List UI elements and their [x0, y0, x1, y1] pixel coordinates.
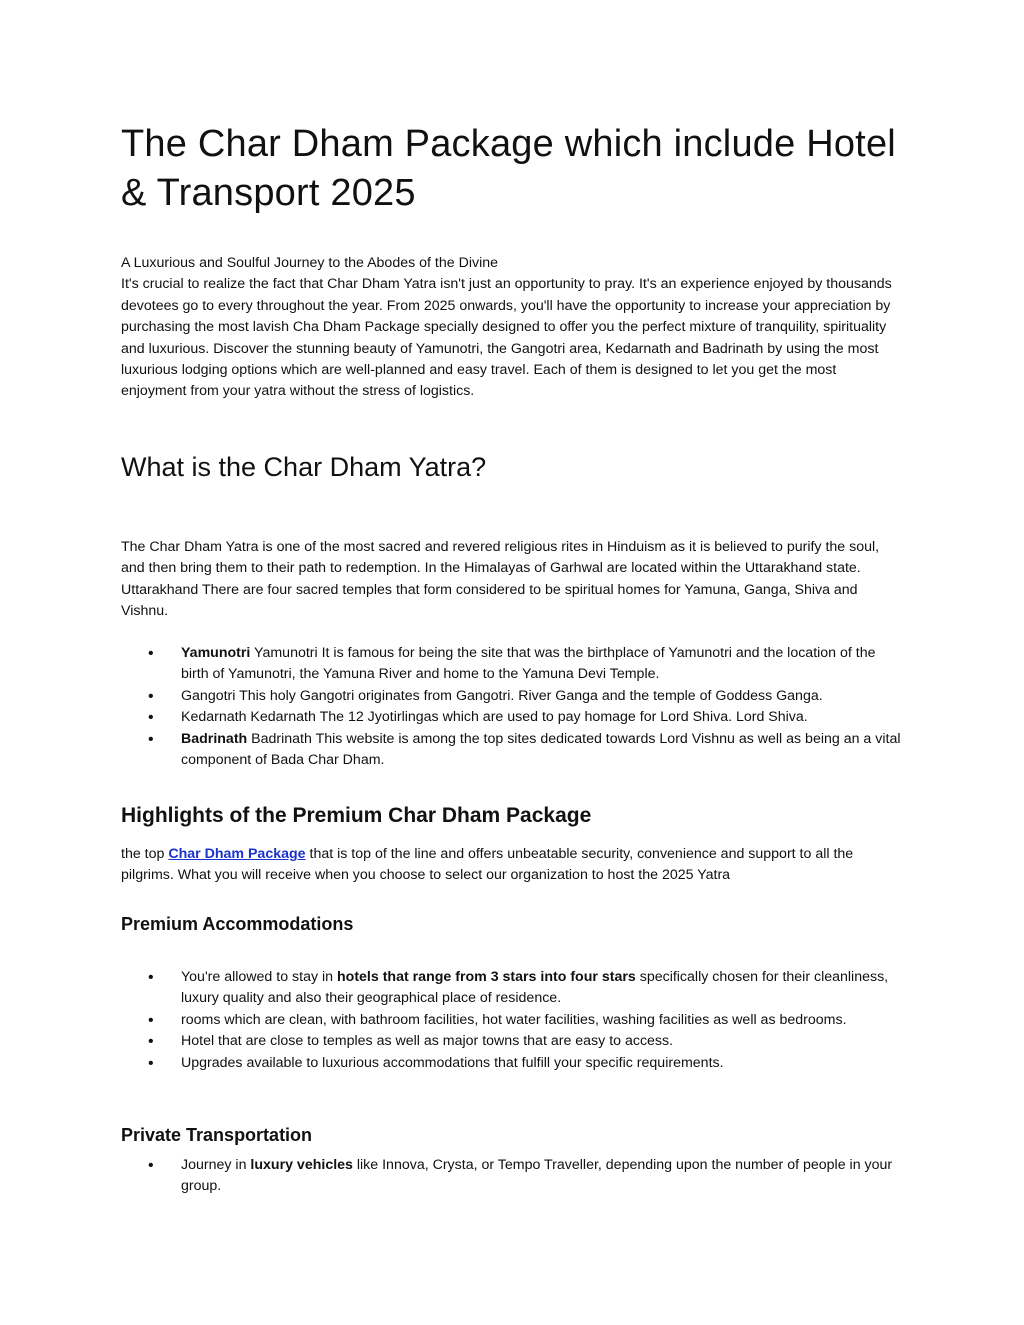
list-item: • Hotel that are close to temples as well as major towns that are easy to access.: [121, 1031, 901, 1052]
accommodations-list: [121, 967, 901, 1074]
intro-subtitle: A Luxurious and Soulful Journey to the Abodes of the Divine: [121, 255, 499, 271]
list-item: • You're allowed to stay in hotels that range from 3 stars into four stars specifically chosen for their cleanliness, luxury quality and also their geographical place of residence.: [121, 967, 901, 1010]
list-item: • Kedarnath Kedarnath The 12 Jyotirlingas which are used to pay homage for Lord Shiva. Lord Shiva.: [121, 707, 901, 728]
transport-list: [121, 1155, 901, 1198]
intro-section: [121, 253, 901, 403]
list-item: • Badrinath Badrinath This website is among the top sites dedicated towards Lord Vishnu as well as being an a vital component of Bada Char Dham.: [121, 729, 901, 772]
page-title: The Char Dham Package which include Hotel & Transport 2025: [121, 123, 896, 214]
intro-paragraph: It's crucial to realize the fact that Char Dham Yatra isn't just an opportunity to pray. It's an experience enjoyed by thousands devotees go to every throughout the year. From 2025 onwards, you'll have the opportunity to increase your appreciation by purchasing the most lavish Cha Dham Package specially designed to offer you the perfect mixture of tranquility, spirituality and luxurious. Discover the stunning beauty of Yamunotri, the Gangotri area, Kedarnath and Badrinath by using the most luxurious lodging options which are well-planned and easy travel. Each of them is designed to let you get the most enjoyment from your yatra without the stress of logistics.: [121, 276, 892, 400]
list-item: • Upgrades available to luxurious accommodations that fulfill your specific requirements.: [121, 1053, 901, 1074]
transport-heading: Private Transportation: [121, 1125, 313, 1145]
temples-list: [121, 643, 901, 771]
highlights-paragraph: the top Char Dham Package that is top of the line and offers unbeatable security, convenience and support to all the pilgrims. What you will receive when you choose to select our organization to host the 2025 Yatra: [121, 846, 854, 884]
highlights-heading: Highlights of the Premium Char Dham Package: [121, 804, 592, 827]
list-item: • Gangotri This holy Gangotri originates from Gangotri. River Ganga and the temple of Goddess Ganga.: [121, 686, 901, 707]
list-item: • Yamunotri Yamunotri It is famous for being the site that was the birthplace of Yamunotri and the location of the birth of Yamunotri, the Yamuna River and home to the Yamuna Devi Temple.: [121, 643, 901, 686]
what-paragraph: The Char Dham Yatra is one of the most sacred and revered religious rites in Hinduism as it is believed to purify the soul, and then bring them to their path to redemption. In the Himalayas of Garhwal are located within the Uttarakhand state. Uttarakhand There are four sacred temples that form considered to be spiritual homes for Yamuna, Ganga, Shiva and Vishnu.: [121, 539, 880, 620]
char-dham-package-link[interactable]: Char Dham Package: [168, 846, 306, 862]
what-heading: What is the Char Dham Yatra?: [121, 452, 487, 482]
list-item: • rooms which are clean, with bathroom facilities, hot water facilities, washing facilities as well as bedrooms.: [121, 1010, 901, 1031]
accommodations-heading: Premium Accommodations: [121, 914, 354, 934]
list-item: • Journey in luxury vehicles like Innova, Crysta, or Tempo Traveller, depending upon the number of people in your group.: [121, 1155, 901, 1198]
